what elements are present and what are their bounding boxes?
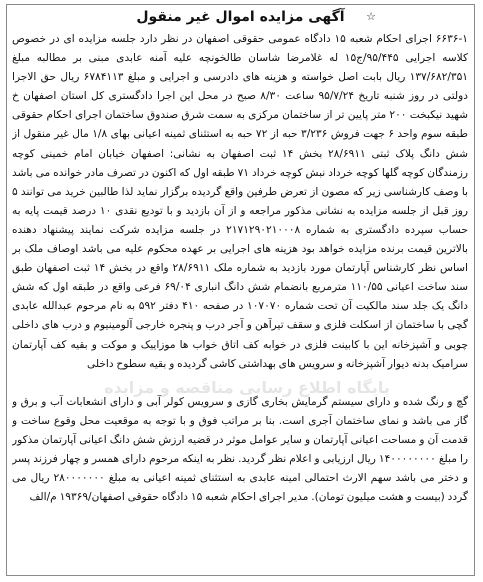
star-icon: ☆ <box>366 10 376 23</box>
notice-title: آگهی مزایده اموال غیر منقول <box>136 9 345 25</box>
notice-text: ۶۶۳۶-۱ اجرای احکام شعبه ۱۵ دادگاه عمومی حقوقی اصفهان در نظر دارد جلسه مزایده ای در خصوص کلاسه اجرایی ۹۵/۴۴۵/ج۱۵ له غلامرضا شاسان طالخونچه علیه آمنه عابدی مبنی بر مطالبه مبلغ ۱۳۷/۶۸۲/۳۵۱ ریال بابت اصل خواسته و هزینه های دادرسی و اجرایی و مبلغ ۶۷۸۴۱۱۳ ریال حق الاجرا دولتی در روز شنبه تاریخ ۹۵/۷/۲۴ ساعت ۸/۳۰ صبح در محل این اجرا دادگستری کل استان اصفهان خ شهید نیکبخت ۲۰۰ متر پایین تر از ساختمان مرکزی به سمت شرق صندوق ساختمان اجرای احکام حقوقی طبقه سوم واحد ۶ جهت فروش ۳/۲۳۶ حبه از ۷۲ حبه به استثنای ثمینه اعیانی بهای ۱/۸ مال غیر منقول از شش دانگ پلاک ثبتی ۲۸/۶۹۱۱ بخش ۱۴ ثبت اصفهان به نشانی: اصفهان خیابان امام خمینی کوچه رزمندگان کوچه گلها کوچه خرداد نبش کوچه خرداد ۷۱ طبقه اول که اکنون در تصرف مادر خوانده می باشد با وصف کارشناسی زیر که مصون از تعرض طرفین واقع گردیده برگزار نماید لذا طالبین خرید می توانند ۵ روز قبل از جلسه مزایده به نشانی مذکور مراجعه و از آن بازدید و با تودیع نقدی ۱۰ درصد قیمت پایه به حساب سپرده دادگستری به شماره ۲۱۷۱۲۹۰۲۱۰۰۰۸ در جلسه مزایده شرکت نمایند پیشنهاد دهنده بالاترین قیمت برنده مزایده خواهد بود هزینه های اجرایی بر عهده محکوم علیه می باشد اوصاف ملک بر اساس نظر کارشناس آپارتمان مورد بازدید به شماره ملک ۲۸/۶۹۱۱ واقع در بخش ۱۴ ثبت اصفهان طبق سند ساخت اعیانی ۱۱۰/۵۵ مترمربع بانضمام شش دانگ انباری ۶۹/۰۴ فرعی واقع در طبقه اول که شش دانگ یک جلد سند مالکیت آن تحت شماره ۱۰۷۰۷۰ در صفحه ۴۱۰ دفتر ۵۹۲ به نام مرحوم عبدالله عابدی گچی با ساختمان از اسکلت فلزی و سقف تیرآهن و آجر درب و پنجره خارجی آلومینیوم و درب های داخلی چوبی و آشپزخانه این با کابینت فلزی در خوابه کف اتاق خواب ها موزاییک و موکت و بقیه کف آپارتمان سرامیک بدنه دیوار آشپزخانه و سرویس های بهداشتی کاشی گردیده و بقیه سطوح داخلی <box>12 33 468 370</box>
notice-body <box>12 30 468 569</box>
watermark-text: پایگاه اطلاع رسانی مناقصه و مزایده <box>104 378 390 397</box>
notice-header <box>7 7 474 27</box>
notice-frame <box>6 4 475 576</box>
notice-text-continued: گچ و رنگ شده و دارای سیستم گرمایش بخاری گازی و سرویس کولر آبی و دارای انشعابات آب و برق و گاز می باشد و نمای ساختمان آجری است. بنا بر مراتب فوق و با توجه به موقعیت محل وقوع ساخت و قدمت آن و مساحت اعیانی آپارتمان و سایر عوامل موثر در قضیه ارزش شش دانگ اعیانی آپارتمان مذکور را مبلغ ۱۴۰۰۰۰۰۰۰۰ ریال ارزیابی و اعلام نظر گردید. نظر به اینکه مرحوم دارای همسر و چهار فرزند پسر و دختر می باشد سهم الارث احتمالی امینه عابدی به استثنای ثمینه اعیانی به مبلغ ۲۸۰۰۰۰۰۰۰ ریال می گردد (بیست و هشت میلیون تومان). مدیر اجرای احکام شعبه ۱۵ دادگاه حقوقی اصفهان/۱۹۳۶۹ م/الف <box>12 395 468 504</box>
